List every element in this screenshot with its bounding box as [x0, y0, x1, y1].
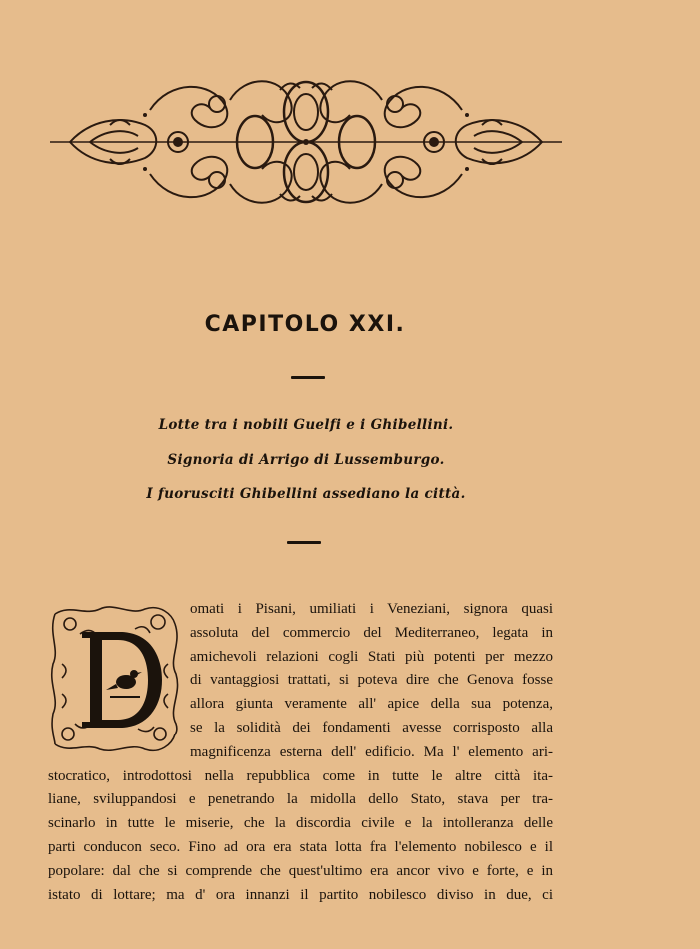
ornamental-headpiece [50, 70, 562, 215]
body-line: allora giunta veramente all' apice della sua potenza, [190, 696, 553, 713]
body-line: assoluta del commercio del Mediterraneo, legata in [190, 624, 553, 641]
body-line: scinarlo in tutte le miserie, che la discordia civile e la intolleranza delle [48, 815, 553, 832]
chapter-summary-line: Lotte tra i nobili Guelfi e i Ghibellini. [158, 417, 454, 433]
divider-rule-bottom [287, 541, 321, 544]
body-line: amichevoli relazioni cogli Stati più potenti per mezzo [190, 648, 553, 665]
body-line: stocratico, introdottosi nella repubblica come in tutte le altre città ita- [48, 767, 553, 784]
body-line: se la solidità dei fondamenti avesse corrisposto alla [190, 719, 553, 736]
body-line: parti conducon seco. Fino ad ora era stata lotta fra l'elemento nobilesco e il [48, 838, 553, 855]
chapter-summary-line: I fuorusciti Ghibellini assediano la città. [146, 486, 466, 502]
body-line: di vantaggiosi trattati, si poteva dire che Genova fosse [190, 672, 553, 689]
body-line: liane, sviluppandosi e penetrando la midolla dello Stato, stava per tra- [48, 791, 553, 808]
body-line: omati i Pisani, umiliati i Veneziani, signora quasi [190, 601, 553, 617]
body-line: popolare: dal che si comprende che quest'ultimo era ancor vivo e forte, e in [48, 862, 553, 879]
body-line: magnificenza esterna dell' edificio. Ma l' elemento ari- [190, 743, 553, 760]
body-line: istato di lottare; ma d' ora innanzi il partito nobilesco diviso in due, ci [48, 886, 553, 903]
divider-rule-top [291, 376, 325, 379]
body-paragraph [48, 598, 553, 907]
chapter-summary-line: Signoria di Arrigo di Lussemburgo. [167, 452, 445, 468]
chapter-title: CAPITOLO XXI. [204, 312, 406, 337]
